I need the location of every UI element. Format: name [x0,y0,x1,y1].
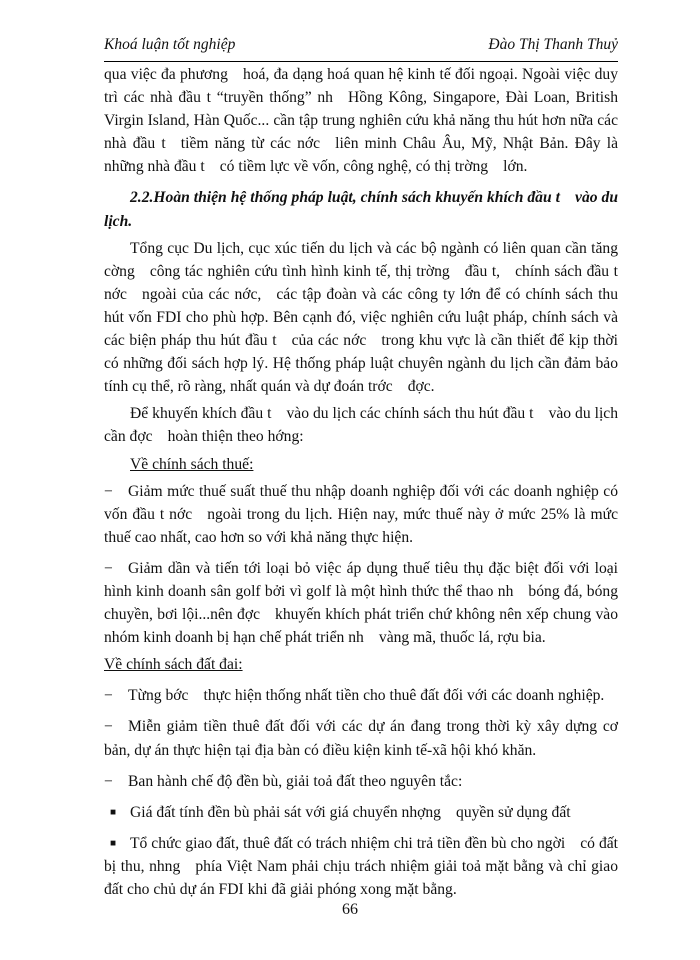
list-item-tax-1 [104,480,618,549]
document-body [104,63,618,901]
list-item-tax-2 [104,557,618,649]
subheading-land-policy [104,653,618,676]
dash-marker: − [104,718,113,736]
page-header [104,35,618,62]
list-item-land-2 [104,715,618,761]
header-author-name: Đào Thị Thanh Thuỷ [488,36,618,53]
dash-marker: − [104,559,113,577]
page-number: 66 [342,901,358,918]
list-item-text: Giảm mức thuế suất thuế thu nhập doanh nghiệp đối với các doanh nghiệp có vốn đầu t nớcᅠngoài trong du lịch. Hiện nay, mức thuế này ở mức 25% là mức thuế cao nhất, cao hơn so với khả năng thực hiện. [104,482,618,546]
list-item-text: Ban hành chế độ đền bù, giải toả đất theo nguyên tắc: [128,772,463,790]
bullet-item-text: Tổ chức giao đất, thuê đất có trách nhiệm chi trả tiền đền bù cho ngờiᅠcó đất bị thu, nhngᅠphía Việt Nam phải chịu trách nhiệm giải toả mặt bằng và chỉ giao đất cho chủ dự án FDI khi đã giải phóng xong mặt bằng. [104,834,618,898]
list-item-land-1 [104,684,618,707]
tax-heading-text: Về chính sách thuế: [130,455,254,473]
bullet-item-land-allocation [104,832,618,901]
dash-marker: − [104,482,113,500]
paragraph-investor-diversification: qua việc đa phươngᅠhoá, đa dạng hoá quan hệ kinh tế đối ngoại. Ngoài việc duy trì các nhà đầu t “truyền thống” nhᅠHồng Kông, Singapore, Đài Loan, British Virgin Island, Hàn Quốc... cần tập trung nghiên cứu khả năng thu hút hơn nữa các nhà đầu tᅠtiềm năng từ các nớcᅠliên minh Châu Âu, Mỹ, Nhật Bản. Đây là những nhà đầu tᅠcó tiềm lực về vốn, công nghệ, có thị trờngᅠlớn. [104,66,618,176]
list-item-text: Giảm dần và tiến tới loại bỏ việc áp dụng thuế tiêu thụ đặc biệt đối với loại hình kinh doanh sân golf bởi vì golf là một hình thức thể thao nhᅠbóng đá, bóng chuyền, bơi lội...nên đợcᅠkhuyến khích phát triển chứ không nên xếp chung vào nhóm kinh doanh bị hạn chế phát triển nhᅠvàng mã, thuốc lá, rợu bia. [104,559,618,647]
subheading-tax-policy [104,453,618,476]
header-thesis-title: Khoá luận tốt nghiệp [104,36,236,53]
bullet-item-text: Giá đất tính đền bù phải sát với giá chuyển nhợngᅠquyền sử dụng đất [130,803,571,821]
paragraph-tourism-administration: Tổng cục Du lịch, cục xúc tiến du lịch và các bộ ngành có liên quan cần tăng cờngᅠcông tác nghiên cứu tình hình kinh tế, thị trờngᅠđầu t,ᅠchính sách đầu t nớcᅠngoài của các nớc,ᅠcác tập đoàn và các công ty lớn để có chính sách thu hút vốn FDI cho phù hợp. Bên cạnh đó, việc nghiên cứu luật pháp, chính sách và các biện pháp thu hút đầu tᅠcủa các nớcᅠtrong khu vực là cần thiết để kịp thời có những đối sách hợp lý. Hệ thống pháp luật chuyên ngành du lịch cần đảm bảo tính cụ thể, rõ ràng, nhất quán và dự đoán trớcᅠđợc. [104,239,618,396]
dash-marker: − [104,772,113,790]
section-heading-2-2: 2.2.Hoàn thiện hệ thống pháp luật, chính sách khuyến khích đầu tᅠvào du lịch. [104,189,618,230]
square-bullet-icon: ■ [110,806,117,818]
paragraph-incentive-intro: Để khuyến khích đầu tᅠvào du lịch các chính sách thu hút đầu tᅠvào du lịch cần đợcᅠhoàn thiện theo hớng: [104,405,618,446]
bullet-item-compensation-price [104,801,618,824]
list-item-land-3 [104,770,618,793]
dash-marker: − [104,687,113,705]
list-item-text: Miễn giảm tiền thuê đất đối với các dự án đang trong thời kỳ xây dựng cơ bản, dự án thực hiện tại địa bàn có điều kiện kinh tế-xã hội khó khăn. [104,718,618,759]
square-bullet-icon: ■ [110,837,117,849]
list-item-text: Từng bớcᅠthực hiện thống nhất tiền cho thuê đất đối với các doanh nghiệp. [128,687,605,705]
land-heading-text: Về chính sách đất đai: [104,656,243,674]
